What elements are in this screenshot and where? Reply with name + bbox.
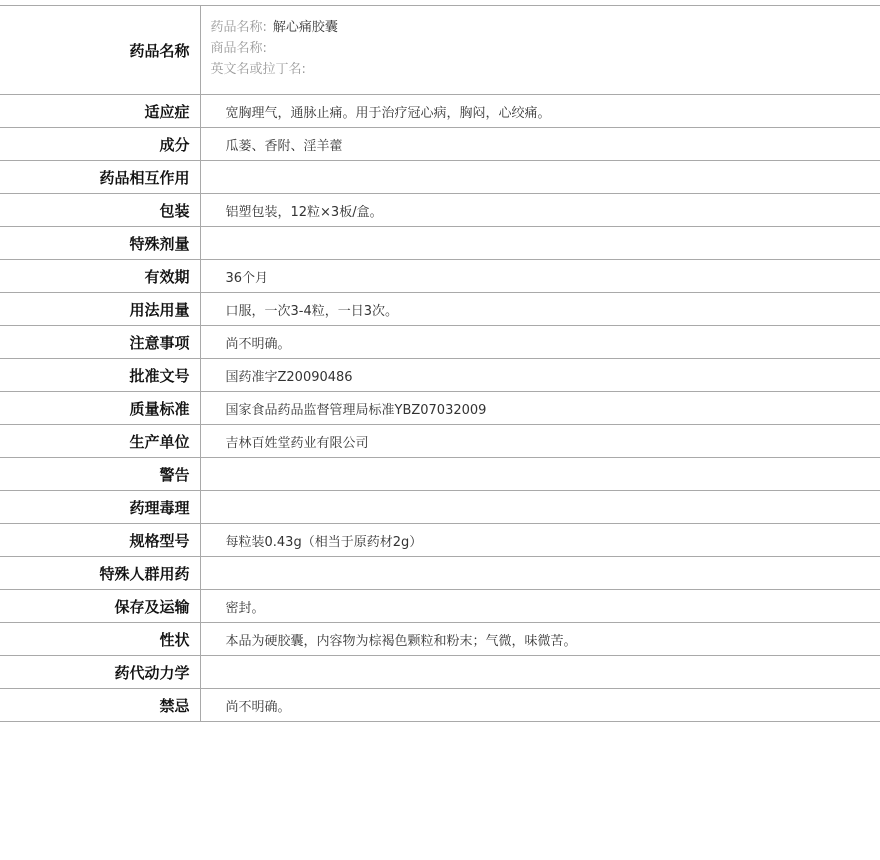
row-value: 国家食品药品监督管理局标准YBZ07032009 bbox=[200, 392, 880, 425]
table-row bbox=[0, 161, 880, 194]
trade-name-key: 商品名称: bbox=[210, 41, 267, 56]
row-label: 警告 bbox=[0, 458, 200, 491]
row-label: 药代动力学 bbox=[0, 656, 200, 689]
row-value: 瓜蒌、香附、淫羊藿 bbox=[200, 128, 880, 161]
latin-name-key: 英文名或拉丁名: bbox=[210, 62, 306, 77]
row-label: 规格型号 bbox=[0, 524, 200, 557]
row-label: 药理毒理 bbox=[0, 491, 200, 524]
table-row bbox=[0, 590, 880, 623]
table-row bbox=[0, 95, 880, 128]
drug-info-table-body bbox=[0, 6, 880, 722]
row-label: 性状 bbox=[0, 623, 200, 656]
table-row bbox=[0, 656, 880, 689]
row-value: 密封。 bbox=[200, 590, 880, 623]
table-row bbox=[0, 425, 880, 458]
row-value: 36个月 bbox=[200, 260, 880, 293]
generic-name-value: 解心痛胶囊 bbox=[272, 20, 338, 35]
row-value bbox=[200, 656, 880, 689]
row-value bbox=[200, 458, 880, 491]
row-value bbox=[200, 491, 880, 524]
table-row bbox=[0, 458, 880, 491]
row-label: 禁忌 bbox=[0, 689, 200, 722]
row-value: 铝塑包装，12粒×3板/盒。 bbox=[200, 194, 880, 227]
row-label: 批准文号 bbox=[0, 359, 200, 392]
generic-name-line bbox=[211, 17, 880, 38]
row-label: 注意事项 bbox=[0, 326, 200, 359]
row-value: 国药准字Z20090486 bbox=[200, 359, 880, 392]
row-label: 特殊人群用药 bbox=[0, 557, 200, 590]
generic-name-key: 药品名称: bbox=[210, 20, 267, 35]
row-value bbox=[200, 557, 880, 590]
drug-info-table bbox=[0, 5, 880, 722]
table-row-drug-name bbox=[0, 6, 880, 95]
row-label: 药品名称 bbox=[0, 6, 200, 95]
row-value: 尚不明确。 bbox=[200, 689, 880, 722]
row-label: 药品相互作用 bbox=[0, 161, 200, 194]
row-value: 宽胸理气，通脉止痛。用于治疗冠心病，胸闷，心绞痛。 bbox=[200, 95, 880, 128]
table-row bbox=[0, 326, 880, 359]
trade-name-line bbox=[211, 38, 880, 59]
row-value: 吉林百姓堂药业有限公司 bbox=[200, 425, 880, 458]
table-row bbox=[0, 128, 880, 161]
row-label: 质量标准 bbox=[0, 392, 200, 425]
row-value: 口服，一次3-4粒，一日3次。 bbox=[200, 293, 880, 326]
table-row bbox=[0, 491, 880, 524]
table-row bbox=[0, 623, 880, 656]
table-row bbox=[0, 359, 880, 392]
table-row bbox=[0, 392, 880, 425]
table-row bbox=[0, 689, 880, 722]
row-label: 生产单位 bbox=[0, 425, 200, 458]
row-label: 保存及运输 bbox=[0, 590, 200, 623]
row-value bbox=[200, 161, 880, 194]
row-label: 适应症 bbox=[0, 95, 200, 128]
latin-name-line bbox=[211, 59, 880, 80]
table-row bbox=[0, 557, 880, 590]
row-value: 尚不明确。 bbox=[200, 326, 880, 359]
row-label: 包装 bbox=[0, 194, 200, 227]
row-label: 成分 bbox=[0, 128, 200, 161]
table-row bbox=[0, 524, 880, 557]
row-value: 每粒装0.43g（相当于原药材2g） bbox=[200, 524, 880, 557]
row-value bbox=[200, 227, 880, 260]
table-row bbox=[0, 260, 880, 293]
row-label: 有效期 bbox=[0, 260, 200, 293]
table-row bbox=[0, 293, 880, 326]
row-label: 用法用量 bbox=[0, 293, 200, 326]
table-row bbox=[0, 227, 880, 260]
table-row bbox=[0, 194, 880, 227]
row-value: 本品为硬胶囊，内容物为棕褐色颗粒和粉末；气微，味微苦。 bbox=[200, 623, 880, 656]
row-label: 特殊剂量 bbox=[0, 227, 200, 260]
drug-name-cell bbox=[200, 6, 880, 95]
